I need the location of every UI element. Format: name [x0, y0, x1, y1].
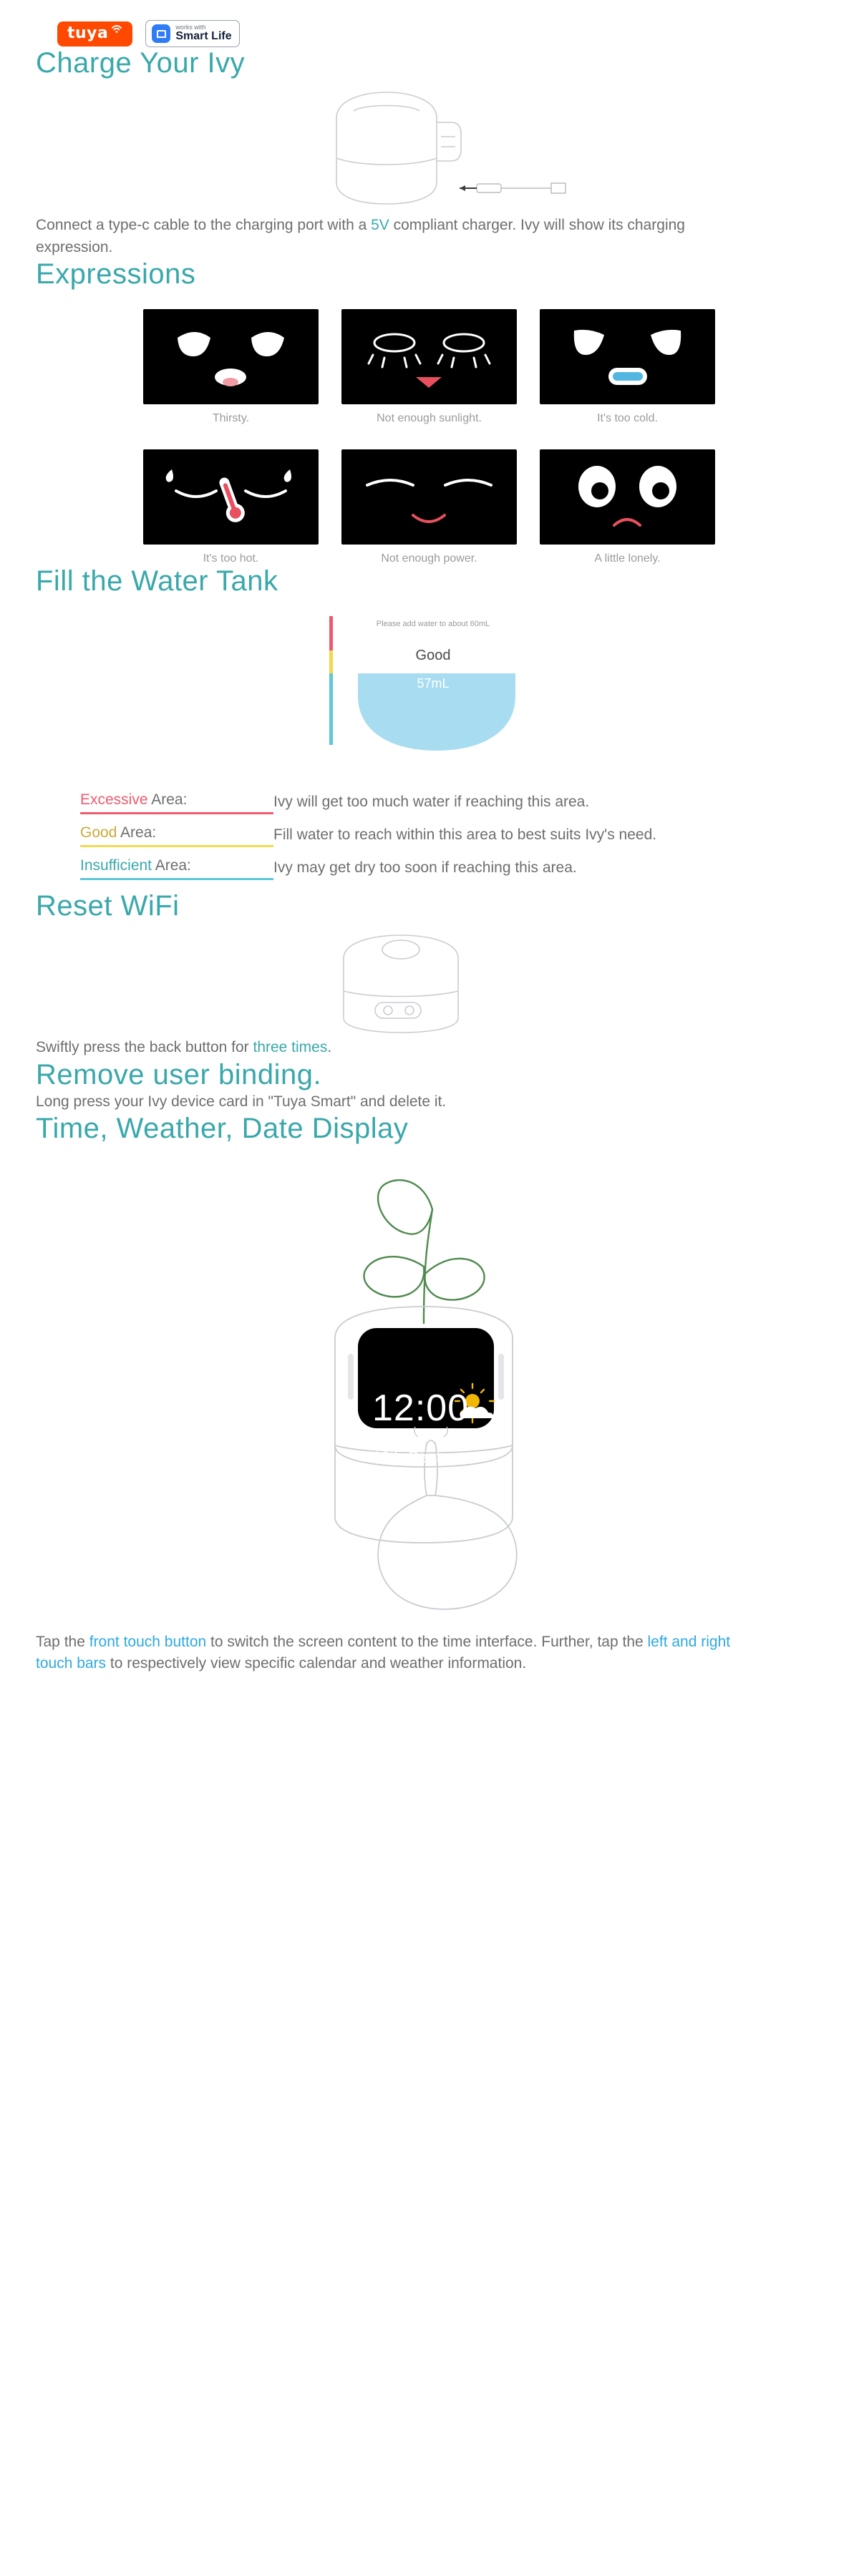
brand-header: [36, 20, 823, 47]
ivy-plant-hand-touch-illustration: [36, 1159, 823, 1631]
wifi-icon: [111, 24, 122, 36]
water-tank-illustration: [36, 610, 823, 764]
legend-desc-excessive: Ivy will get too much water if reaching this area.: [273, 794, 590, 811]
works-with-smart-life-badge: [145, 20, 239, 47]
expression-item: [540, 449, 715, 565]
expression-item: [143, 309, 319, 425]
water-tank-volume-label: 57mL: [417, 676, 450, 691]
water-tank-good-label: Good: [415, 648, 451, 664]
face-not-enough-power: [341, 449, 517, 545]
tuya-logo: [57, 21, 132, 47]
reset-wifi-caption: [36, 1037, 823, 1058]
smartlife-works-with-label: works with: [175, 24, 206, 31]
expression-label: It's too hot.: [203, 552, 259, 565]
expression-item: [540, 309, 715, 425]
face-too-hot: [143, 449, 319, 545]
face-thirsty: [143, 309, 319, 404]
legend-desc-insufficient: Ivy may get dry too soon if reaching this area.: [273, 859, 577, 877]
charge-caption-pre: Connect a type-c cable to the charging port with a: [36, 217, 372, 234]
reset-caption-accent: three times: [253, 1039, 328, 1056]
charge-heading: Charge Your Ivy: [36, 47, 246, 79]
time-caption-part-3: to respectively view specific calendar and weather information.: [106, 1655, 527, 1672]
expression-item: [341, 449, 517, 565]
ivy-device-charging-port-illustration: [36, 89, 823, 215]
expressions-grid: [143, 309, 730, 565]
tuya-logo-text: tuya: [67, 24, 109, 42]
clock-date: 20th-Sept.: [372, 1448, 445, 1466]
reset-caption-post: .: [327, 1039, 332, 1056]
legend-term-rest: Area:: [117, 824, 157, 841]
time-caption-part-2: to switch the screen content to the time interface. Further, tap the: [206, 1633, 648, 1650]
legend-term-rest: Area:: [152, 857, 191, 874]
smart-life-app-icon: [152, 24, 170, 43]
remove-binding-heading: Remove user binding.: [36, 1058, 322, 1091]
time-caption-part-1: Tap the: [36, 1633, 89, 1650]
expression-label: Not enough power.: [381, 552, 477, 565]
expression-label: It's too cold.: [597, 412, 658, 425]
legend-desc-good: Fill water to reach within this area to best suits Ivy's need.: [273, 826, 657, 844]
legend-term-accent: Good: [80, 824, 117, 841]
expression-label: Thirsty.: [212, 412, 250, 425]
expression-label: Not enough sunlight.: [377, 412, 482, 425]
water-tank-note: Please add water to about 60mL: [376, 620, 490, 629]
clock-time: 12:00: [372, 1387, 470, 1429]
charge-caption-post: compliant charger. Ivy will show its charging expression.: [36, 217, 685, 255]
legend-term-rest: Area:: [147, 791, 188, 809]
water-tank-legend: [80, 791, 803, 880]
legend-row: [80, 791, 803, 814]
face-lonely: [540, 449, 715, 545]
legend-term-insufficient: [80, 857, 273, 880]
expressions-heading: Expressions: [36, 258, 196, 291]
legend-term-accent: Excessive: [80, 791, 148, 809]
time-display-caption: [36, 1631, 766, 1675]
charge-caption-voltage: 5V: [371, 217, 389, 234]
smartlife-name-label: Smart Life: [175, 30, 232, 43]
legend-term-good: [80, 824, 273, 847]
reset-caption-pre: Swiftly press the back button for: [36, 1039, 253, 1056]
charge-caption: [36, 215, 737, 258]
face-too-cold: [540, 309, 715, 404]
legend-term-excessive: [80, 791, 273, 814]
water-tank-heading: Fill the Water Tank: [36, 565, 278, 597]
face-not-enough-sunlight: [341, 309, 517, 404]
legend-row: [80, 857, 803, 880]
legend-row: [80, 824, 803, 847]
remove-binding-caption: Long press your Ivy device card in "Tuya Smart" and delete it.: [36, 1093, 447, 1110]
expression-item: [341, 309, 517, 425]
reset-wifi-heading: Reset WiFi: [36, 890, 180, 922]
ivy-back-button-illustration: [36, 930, 823, 1037]
expression-label: A little lonely.: [594, 552, 661, 565]
time-display-heading: Time, Weather, Date Display: [36, 1112, 409, 1144]
clock-day-of-week: TUE: [372, 1434, 397, 1448]
expression-item: [143, 449, 319, 565]
time-caption-accent-front-button: front touch button: [89, 1633, 207, 1650]
legend-term-accent: Insufficient: [80, 857, 152, 874]
time-caption-accent-touch-bars: left and right touch bars: [36, 1633, 731, 1672]
